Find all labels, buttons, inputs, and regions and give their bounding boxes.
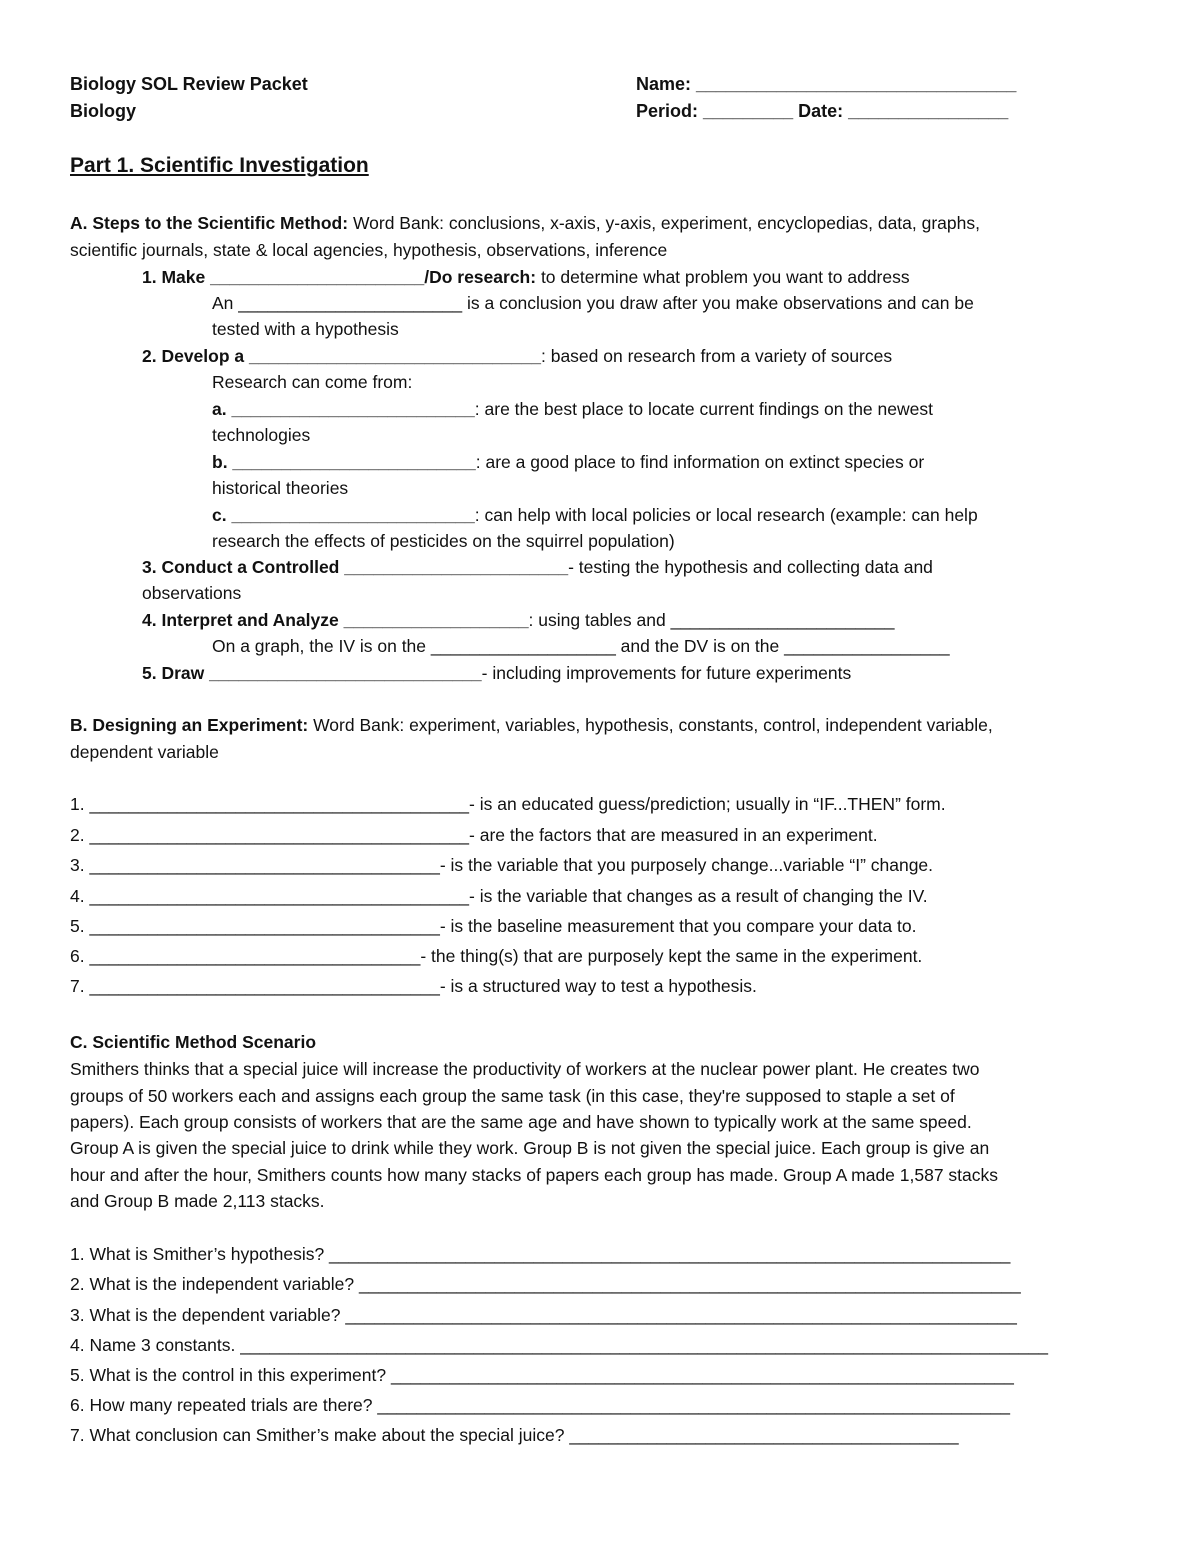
question-2: 2. What is the independent variable? ____________________________________________________________________ — [70, 1274, 1021, 1294]
section-b-word-bank: Word Bank: experiment, variables, hypothesis, constants, control, independent variable, — [308, 715, 993, 735]
step-4 — [142, 609, 894, 631]
scenario-line-3: papers). Each group consists of workers that are the same age and have shown to typically work at the same speed. — [70, 1112, 972, 1132]
source-a-cont: technologies — [212, 425, 311, 445]
step-1-sub: An _______________________ is a conclusion you draw after you make observations and can be — [212, 293, 974, 313]
section-c-heading: C. Scientific Method Scenario — [70, 1032, 317, 1052]
section-b-heading: B. Designing an Experiment: — [70, 715, 309, 735]
section-a-heading-line — [70, 212, 980, 234]
question-4: 4. Name 3 constants. ___________________________________________________________________________________ — [70, 1335, 1049, 1355]
step-3-label: 3. Conduct a Controlled _______________________ — [142, 557, 569, 577]
step-1-text: to determine what problem you want to address — [536, 267, 910, 287]
step-2-sub: Research can come from: — [212, 372, 413, 392]
section-a-word-bank-cont: scientific journals, state & local agencies, hypothesis, observations, inference — [70, 240, 668, 260]
definition-item-3: 3. ____________________________________- is the variable that you purposely change...variable “I” change. — [70, 855, 934, 875]
name-field: Name: ________________________________ — [636, 74, 1017, 94]
section-a-word-bank: Word Bank: conclusions, x-axis, y-axis, experiment, encyclopedias, data, graphs, — [348, 213, 980, 233]
section-a-heading: A. Steps to the Scientific Method: — [70, 213, 349, 233]
step-4-label: 4. Interpret and Analyze ___________________ — [142, 610, 529, 630]
definition-item-7: 7. ____________________________________- is a structured way to test a hypothesis. — [70, 976, 757, 996]
step-1 — [142, 266, 910, 288]
question-3: 3. What is the dependent variable? _____________________________________________________________________ — [70, 1305, 1017, 1325]
part-title: Part 1. Scientific Investigation — [70, 154, 369, 177]
step-2 — [142, 345, 892, 367]
source-a — [212, 398, 933, 420]
source-a-label: a. _________________________ — [212, 399, 475, 419]
scenario-line-5: hour and after the hour, Smithers counts how many stacks of papers each group has made. Group A made 1,587 stacks — [70, 1165, 999, 1185]
scenario-line-4: Group A is given the special juice to drink while they work. Group B is not given the special juice. Each group is give an — [70, 1138, 990, 1158]
step-5-label: 5. Draw ____________________________ — [142, 663, 482, 683]
question-7: 7. What conclusion can Smither’s make about the special juice? ________________________________________ — [70, 1425, 959, 1445]
definition-item-5: 5. ____________________________________- is the baseline measurement that you compare your data to. — [70, 916, 917, 936]
step-1-label: 1. Make ______________________/Do research: — [142, 267, 537, 287]
definition-item-4: 4. _______________________________________- is the variable that changes as a result of changing the IV. — [70, 886, 928, 906]
step-1-sub-cont: tested with a hypothesis — [212, 319, 399, 339]
scenario-line-2: groups of 50 workers each and assigns each group the same task (in this case, they're supposed to staple a set of — [70, 1086, 955, 1106]
step-3 — [142, 556, 933, 578]
source-c-label: c. _________________________ — [212, 505, 475, 525]
question-6: 6. How many repeated trials are there? _________________________________________________________________ — [70, 1395, 1011, 1415]
section-b-word-bank-cont: dependent variable — [70, 742, 219, 762]
definition-item-6: 6. __________________________________- the thing(s) that are purposely kept the same in the experiment. — [70, 946, 923, 966]
step-5-text: - including improvements for future experiments — [481, 663, 852, 683]
scenario-line-1: Smithers thinks that a special juice will increase the productivity of workers at the nuclear power plant. He creates two — [70, 1059, 980, 1079]
source-b-cont: historical theories — [212, 478, 349, 498]
step-3-text: - testing the hypothesis and collecting data and — [568, 557, 933, 577]
step-4-sub: On a graph, the IV is on the ___________________ and the DV is on the _________________ — [212, 636, 950, 656]
step-5 — [142, 662, 851, 684]
step-3-cont: observations — [142, 583, 242, 603]
section-b-heading-line — [70, 714, 993, 736]
step-4-text: : using tables and _______________________ — [528, 610, 895, 630]
definition-item-2: 2. _______________________________________- are the factors that are measured in an experiment. — [70, 825, 878, 845]
period-date-field: Period: _________ Date: ________________ — [636, 101, 1009, 121]
course-name: Biology — [70, 101, 136, 121]
source-b-text: : are a good place to find information on extinct species or — [475, 452, 925, 472]
scenario-line-6: and Group B made 2,113 stacks. — [70, 1191, 325, 1211]
source-b — [212, 451, 924, 473]
question-1: 1. What is Smither’s hypothesis? ______________________________________________________________________ — [70, 1244, 1011, 1264]
source-c — [212, 504, 978, 526]
source-b-label: b. _________________________ — [212, 452, 476, 472]
question-5: 5. What is the control in this experiment? ________________________________________________________________ — [70, 1365, 1014, 1385]
packet-title: Biology SOL Review Packet — [70, 74, 308, 94]
source-a-text: : are the best place to locate current findings on the newest — [474, 399, 933, 419]
definition-item-1: 1. _______________________________________- is an educated guess/prediction; usually in “IF...THEN” form. — [70, 794, 946, 814]
source-c-text: : can help with local policies or local research (example: can help — [474, 505, 978, 525]
step-2-label: 2. Develop a ______________________________ — [142, 346, 541, 366]
source-c-cont: research the effects of pesticides on the squirrel population) — [212, 531, 675, 551]
step-2-text: : based on research from a variety of sources — [540, 346, 893, 366]
